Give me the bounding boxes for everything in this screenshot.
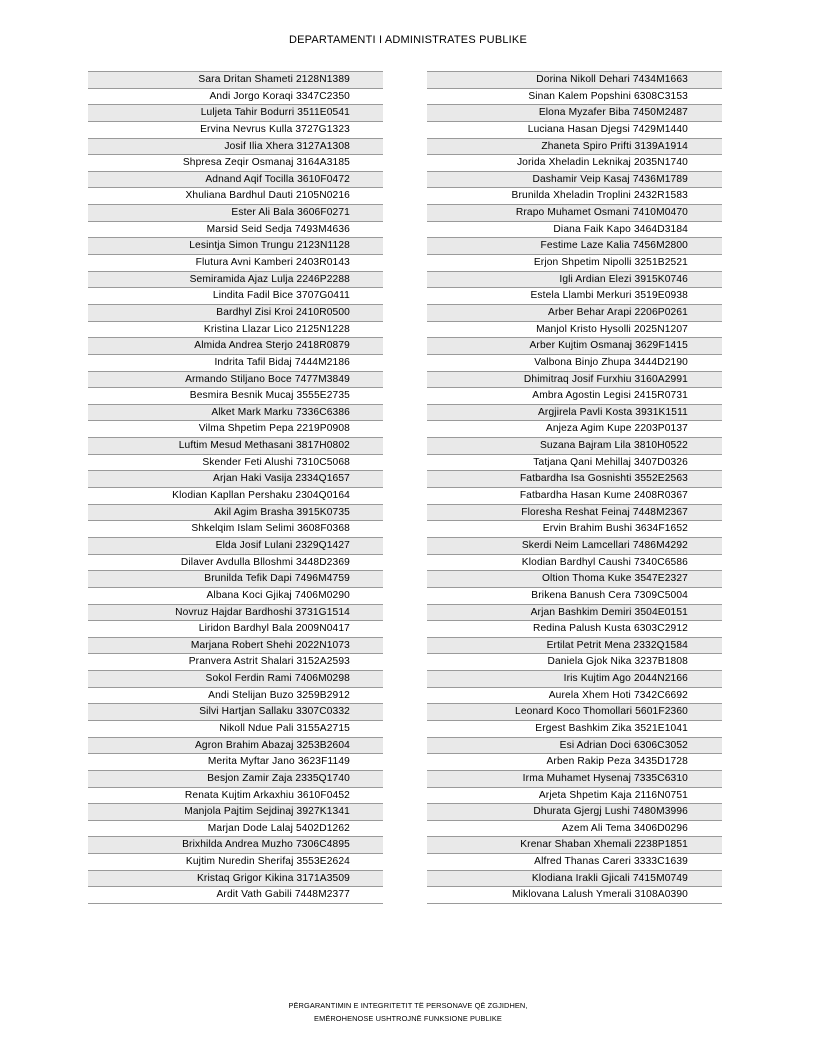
list-item: Kristaq Grigor Kikina 3171A3509: [88, 871, 383, 888]
list-item: Redina Palush Kusta 6303C2912: [427, 621, 722, 638]
list-item: Ervina Nevrus Kulla 3727G1323: [88, 122, 383, 139]
list-item: Festime Laze Kalia 7456M2800: [427, 238, 722, 255]
list-item: Klodian Bardhyl Caushi 7340C6586: [427, 555, 722, 572]
list-item: Sinan Kalem Popshini 6308C3153: [427, 89, 722, 106]
list-item: Skender Feti Alushi 7310C5068: [88, 455, 383, 472]
list-item: Ester Ali Bala 3606F0271: [88, 205, 383, 222]
list-item: Iris Kujtim Ago 2044N2166: [427, 671, 722, 688]
list-item: Jorida Xheladin Leknikaj 2035N1740: [427, 155, 722, 172]
list-item: Marjan Dode Lalaj 5402D1262: [88, 821, 383, 838]
list-item: Besmira Besnik Mucaj 3555E2735: [88, 388, 383, 405]
list-item: Dilaver Avdulla Blloshmi 3448D2369: [88, 555, 383, 572]
list-item: Semiramida Ajaz Lulja 2246P2288: [88, 272, 383, 289]
list-item: Daniela Gjok Nika 3237B1808: [427, 654, 722, 671]
list-item: Sokol Ferdin Rami 7406M0298: [88, 671, 383, 688]
list-item: Brikena Banush Cera 7309C5004: [427, 588, 722, 605]
list-item: Argjirela Pavli Kosta 3931K1511: [427, 405, 722, 422]
list-item: Adnand Aqif Tocilla 3610F0472: [88, 172, 383, 189]
list-item: Arjeta Shpetim Kaja 2116N0751: [427, 788, 722, 805]
list-item: Tatjana Qani Mehillaj 3407D0326: [427, 455, 722, 472]
list-item: Albana Koci Gjikaj 7406M0290: [88, 588, 383, 605]
list-item: Liridon Bardhyl Bala 2009N0417: [88, 621, 383, 638]
list-item: Marjana Robert Shehi 2022N1073: [88, 638, 383, 655]
page-footer: [0, 999, 816, 1025]
list-item: Alket Mark Marku 7336C6386: [88, 405, 383, 422]
list-item: Dhurata Gjergj Lushi 7480M3996: [427, 804, 722, 821]
list-item: Skerdi Neim Lamcellari 7486M4292: [427, 538, 722, 555]
list-item: Brunilda Tefik Dapi 7496M4759: [88, 571, 383, 588]
list-item: Azem Ali Tema 3406D0296: [427, 821, 722, 838]
list-item: Flutura Avni Kamberi 2403R0143: [88, 255, 383, 272]
list-item: Akil Agim Brasha 3915K0735: [88, 505, 383, 522]
list-item: Novruz Hajdar Bardhoshi 3731G1514: [88, 605, 383, 622]
list-item: Miklovana Lalush Ymerali 3108A0390: [427, 887, 722, 904]
list-item: Armando Stiljano Boce 7477M3849: [88, 372, 383, 389]
list-item: Bardhyl Zisi Kroi 2410R0500: [88, 305, 383, 322]
list-item: Klodiana Irakli Gjicali 7415M0749: [427, 871, 722, 888]
list-item: Manjol Kristo Hysolli 2025N1207: [427, 322, 722, 339]
list-item: Luljeta Tahir Bodurri 3511E0541: [88, 105, 383, 122]
list-item: Ergest Bashkim Zika 3521E1041: [427, 721, 722, 738]
list-item: Fatbardha Isa Gosnishti 3552E2563: [427, 471, 722, 488]
list-item: Arber Kujtim Osmanaj 3629F1415: [427, 338, 722, 355]
footer-line-2: EMËROHENOSE USHTROJNË FUNKSIONE PUBLIKE: [314, 1014, 502, 1023]
list-item: Luciana Hasan Djegsi 7429M1440: [427, 122, 722, 139]
list-item: Ertilat Petrit Mena 2332Q1584: [427, 638, 722, 655]
list-item: Lindita Fadil Bice 3707G0411: [88, 288, 383, 305]
list-item: Diana Faik Kapo 3464D3184: [427, 222, 722, 239]
list-item: Irma Muhamet Hysenaj 7335C6310: [427, 771, 722, 788]
list-item: Marsid Seid Sedja 7493M4636: [88, 222, 383, 239]
candidate-list-right: [427, 71, 722, 904]
list-item: Elona Myzafer Biba 7450M2487: [427, 105, 722, 122]
list-item: Brunilda Xheladin Troplini 2432R1583: [427, 188, 722, 205]
list-item: Dorina Nikoll Dehari 7434M1663: [427, 72, 722, 89]
list-item: Estela Llambi Merkuri 3519E0938: [427, 288, 722, 305]
list-item: Agron Brahim Abazaj 3253B2604: [88, 738, 383, 755]
list-item: Ardit Vath Gabili 7448M2377: [88, 887, 383, 904]
list-item: Lesintja Simon Trungu 2123N1128: [88, 238, 383, 255]
list-item: Esi Adrian Doci 6306C3052: [427, 738, 722, 755]
list-item: Merita Myftar Jano 3623F1149: [88, 754, 383, 771]
list-item: Besjon Zamir Zaja 2335Q1740: [88, 771, 383, 788]
list-item: Fatbardha Hasan Kume 2408R0367: [427, 488, 722, 505]
list-item: Indrita Tafil Bidaj 7444M2186: [88, 355, 383, 372]
list-item: Erjon Shpetim Nipolli 3251B2521: [427, 255, 722, 272]
list-item: Dhimitraq Josif Furxhiu 3160A2991: [427, 372, 722, 389]
list-item: Krenar Shaban Xhemali 2238P1851: [427, 837, 722, 854]
list-item: Rrapo Muhamet Osmani 7410M0470: [427, 205, 722, 222]
list-item: Floresha Reshat Feinaj 7448M2367: [427, 505, 722, 522]
list-item: Arjan Haki Vasija 2334Q1657: [88, 471, 383, 488]
list-item: Josif Ilia Xhera 3127A1308: [88, 139, 383, 156]
list-item: Valbona Binjo Zhupa 3444D2190: [427, 355, 722, 372]
page-title: DEPARTAMENTI I ADMINISTRATES PUBLIKE: [288, 34, 528, 46]
list-item: Renata Kujtim Arkaxhiu 3610F0452: [88, 788, 383, 805]
list-item: Zhaneta Spiro Prifti 3139A1914: [427, 139, 722, 156]
list-item: Alfred Thanas Careri 3333C1639: [427, 854, 722, 871]
footer-line-1: PËRGARANTIMIN E INTEGRITETIT TË PERSONAVE QË ZGJIDHEN,: [288, 1001, 528, 1010]
list-item: Aurela Xhem Hoti 7342C6692: [427, 688, 722, 705]
list-item: Silvi Hartjan Sallaku 3307C0332: [88, 704, 383, 721]
list-item: Arben Rakip Peza 3435D1728: [427, 754, 722, 771]
list-item: Andi Stelijan Buzo 3259B2912: [88, 688, 383, 705]
list-item: Brixhilda Andrea Muzho 7306C4895: [88, 837, 383, 854]
list-item: Sara Dritan Shameti 2128N1389: [88, 72, 383, 89]
candidate-list-left: [88, 71, 383, 904]
list-item: Igli Ardian Elezi 3915K0746: [427, 272, 722, 289]
list-item: Pranvera Astrit Shalari 3152A2593: [88, 654, 383, 671]
list-item: Ervin Brahim Bushi 3634F1652: [427, 521, 722, 538]
list-item: Klodian Kapllan Pershaku 2304Q0164: [88, 488, 383, 505]
list-item: Xhuliana Bardhul Dauti 2105N0216: [88, 188, 383, 205]
list-item: Shkelqim Islam Selimi 3608F0368: [88, 521, 383, 538]
list-item: Kujtim Nuredin Sherifaj 3553E2624: [88, 854, 383, 871]
list-item: Elda Josif Lulani 2329Q1427: [88, 538, 383, 555]
list-item: Shpresa Zeqir Osmanaj 3164A3185: [88, 155, 383, 172]
list-item: Almida Andrea Sterjo 2418R0879: [88, 338, 383, 355]
list-item: Nikoll Ndue Pali 3155A2715: [88, 721, 383, 738]
list-item: Dashamir Veip Kasaj 7436M1789: [427, 172, 722, 189]
list-item: Anjeza Agim Kupe 2203P0137: [427, 421, 722, 438]
list-item: Kristina Llazar Lico 2125N1228: [88, 322, 383, 339]
list-item: Vilma Shpetim Pepa 2219P0908: [88, 421, 383, 438]
list-item: Arjan Bashkim Demiri 3504E0151: [427, 605, 722, 622]
list-item: Oltion Thoma Kuke 3547E2327: [427, 571, 722, 588]
list-item: Manjola Pajtim Sejdinaj 3927K1341: [88, 804, 383, 821]
list-item: Ambra Agostin Legisi 2415R0731: [427, 388, 722, 405]
list-item: Luftim Mesud Methasani 3817H0802: [88, 438, 383, 455]
list-item: Suzana Bajram Lila 3810H0522: [427, 438, 722, 455]
list-item: Leonard Koco Thomollari 5601F2360: [427, 704, 722, 721]
list-item: Arber Behar Arapi 2206P0261: [427, 305, 722, 322]
list-item: Andi Jorgo Koraqi 3347C2350: [88, 89, 383, 106]
